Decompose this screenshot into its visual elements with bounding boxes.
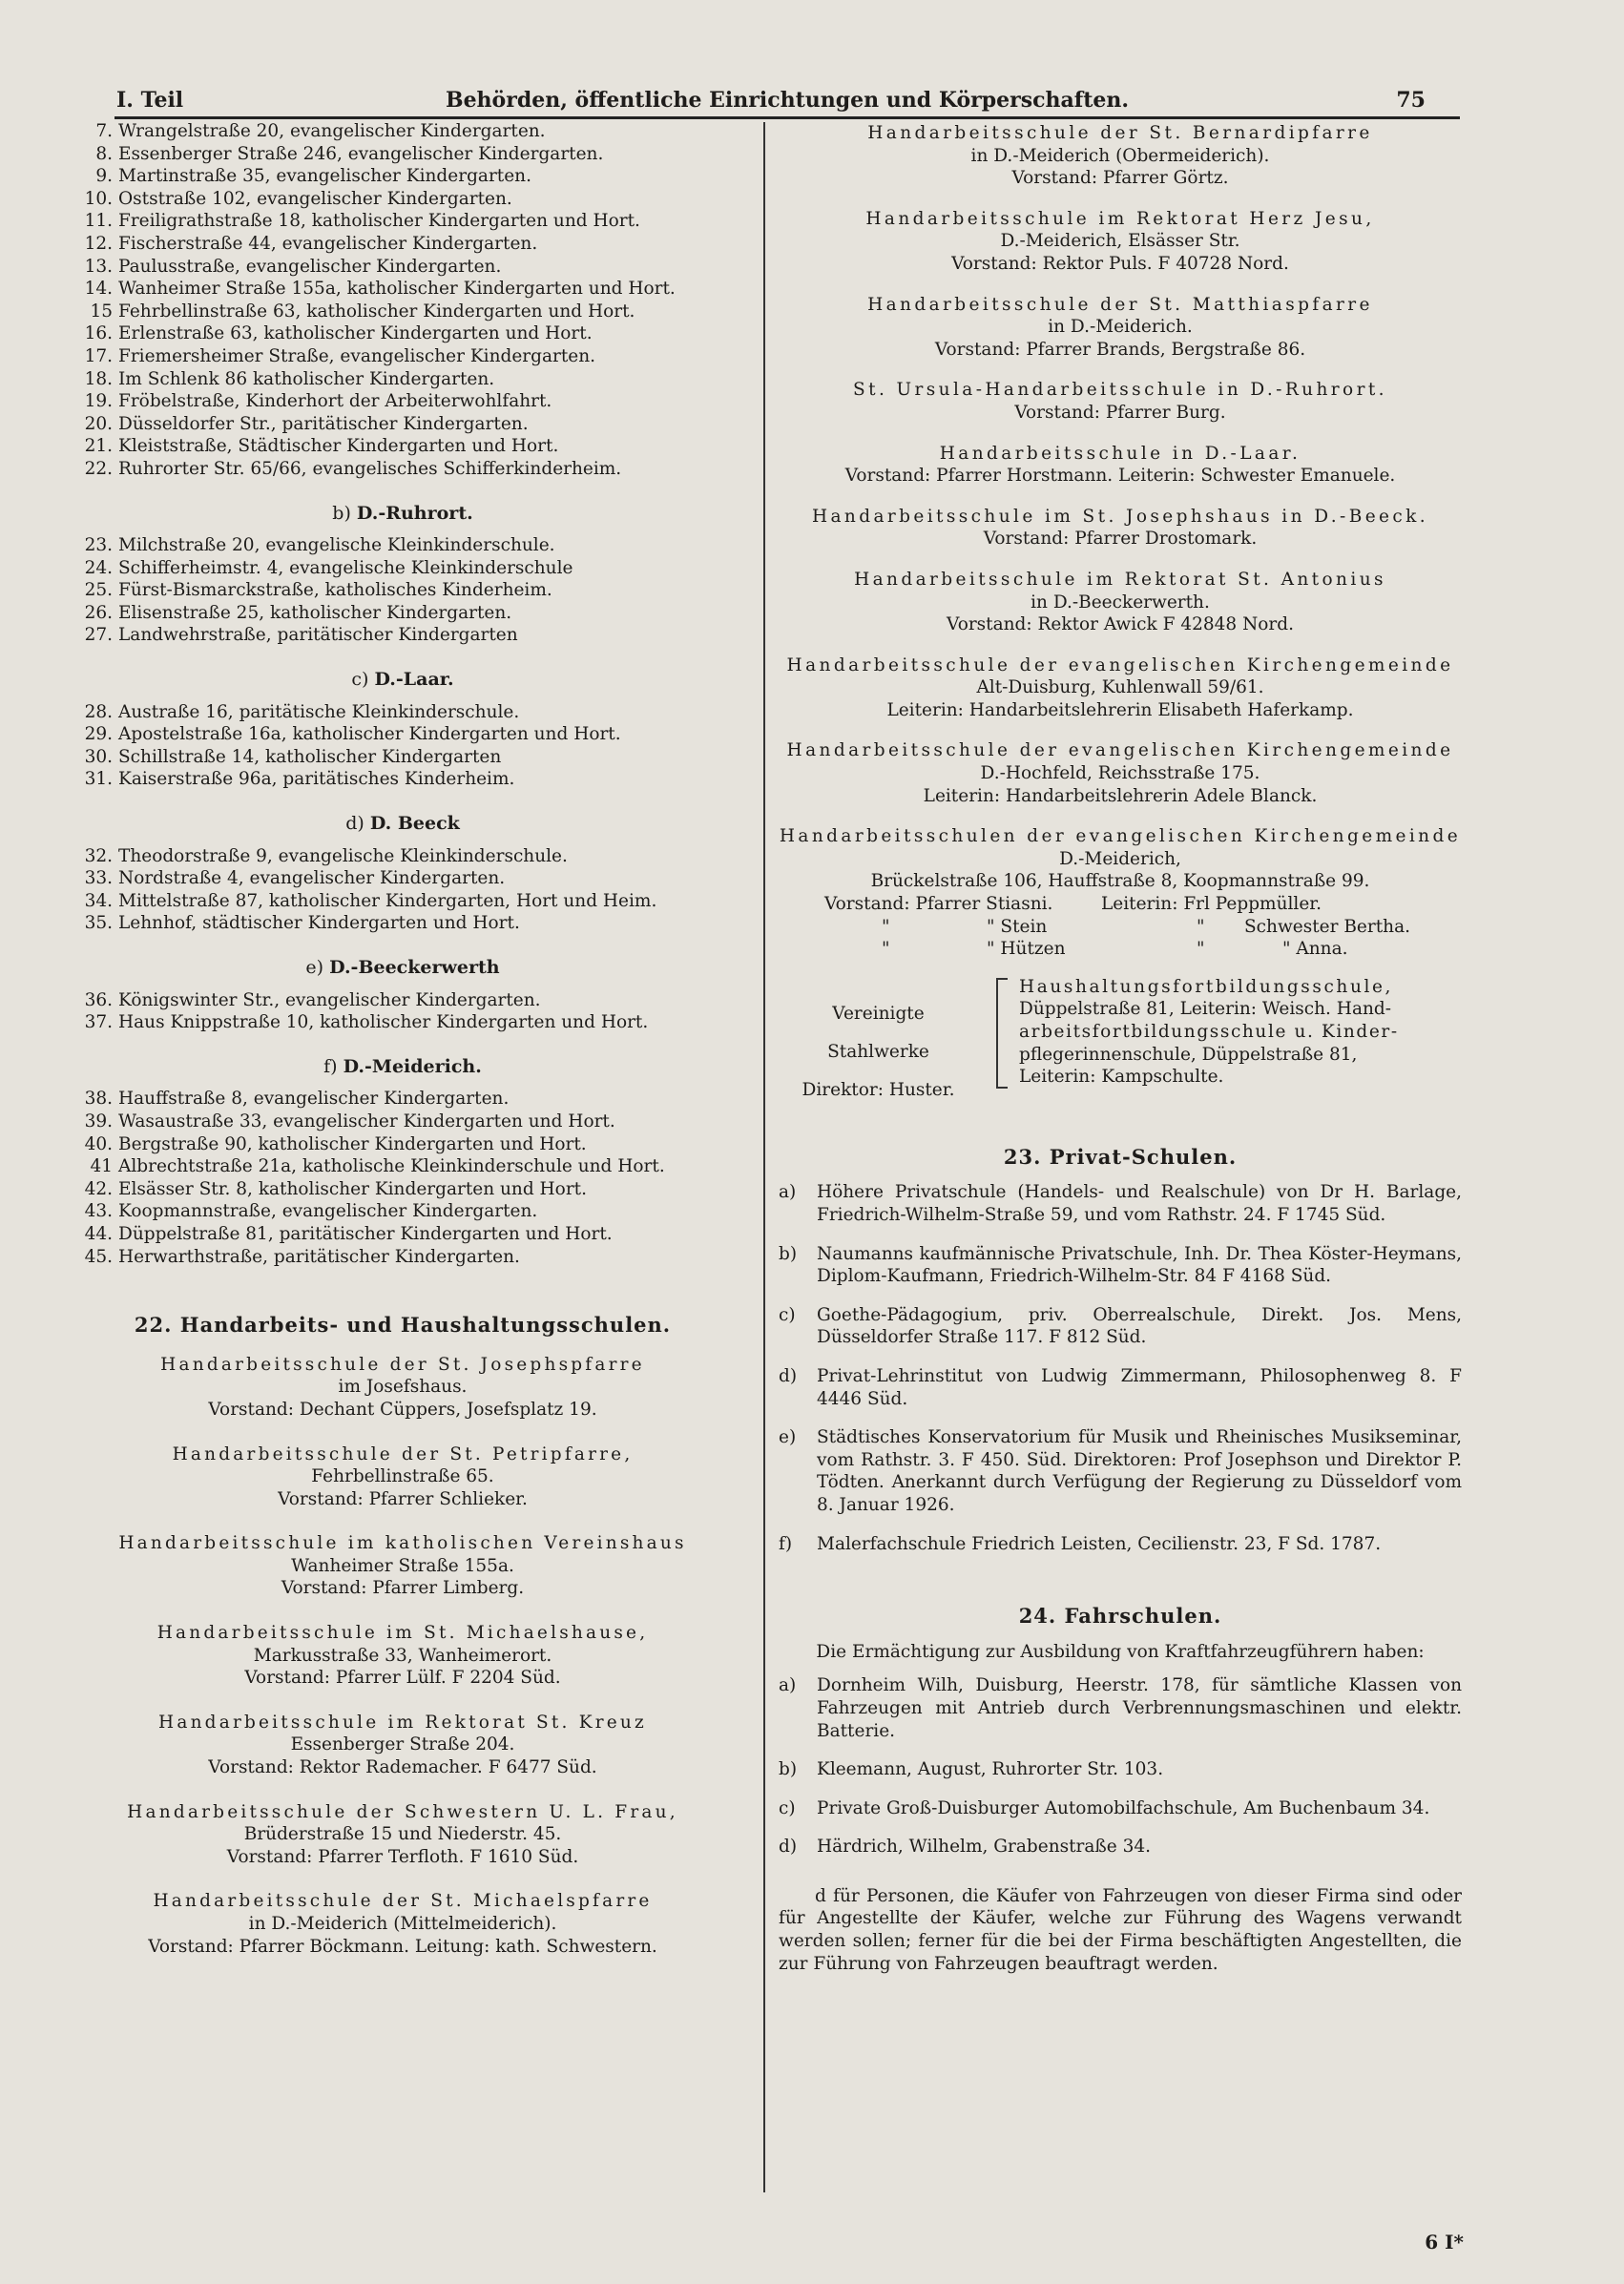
list-item: c) Goethe-Pädagogium, priv. Oberrealschule, Direkt. Jos. Mens, Düsseldorfer Straße 117. F 812 Süd. [779,1304,1462,1348]
list-item: 27. Landwehrstraße, paritätischer Kindergarten [84,625,518,646]
section-22-title: 22. Handarbeits- und Haushaltungsschulen. [134,1313,672,1338]
list-item: f) Malerfachschule Friedrich Leisten, Cecilienstr. 23, F Sd. 1787. [779,1533,1382,1554]
list-item: 21. Kleiststraße, Städtischer Kindergarten und Hort. [84,436,559,457]
list-item: 44. Düppelstraße 81, paritätischer Kindergarten und Hort. [84,1223,613,1244]
school-entry: Handarbeitsschule im Rektorat St. Antonius in D.-Beeckerwerth. Vorstand: Rektor Awick F 42848 Nord. [854,569,1386,635]
list-item: 45. Herwarthstraße, paritätischer Kindergarten. [84,1246,520,1267]
list-item: 23. Milchstraße 20, evangelische Kleinkinderschule. [84,535,555,556]
section-24-intro: Die Ermächtigung zur Ausbildung von Kraftfahrzeugführern haben: [816,1641,1425,1662]
school-entry: Handarbeitsschule im St. Josephshaus in D.-Beeck. Vorstand: Pfarrer Drostomark. [811,506,1429,550]
school-entry: Handarbeitsschule der St. Josephspfarre im Josefshaus. Vorstand: Dechant Cüppers, Josefsplatz 19. [160,1354,645,1420]
school-entry: Handarbeitsschule im katholischen Vereinshaus Wanheimer Straße 155a. Vorstand: Pfarrer Limberg. [118,1533,687,1599]
school-entry: Handarbeitsschule der evangelischen Kirchengemeinde Alt-Duisburg, Kuhlenwall 59/61. Leiterin: Handarbeitslehrerin Elisabeth Haferkamp. [786,654,1454,720]
list-item: 17. Friemersheimer Straße, evangelischer Kindergarten. [84,345,596,366]
section-24-title: 24. Fahrschulen. [1018,1604,1222,1629]
list-item: 39. Wasaustraße 33, evangelischer Kindergarten und Hort. [84,1111,615,1132]
list-item: 41 Albrechtstraße 21a, katholische Kleinkinderschule und Hort. [90,1156,665,1177]
list-item: 16. Erlenstraße 63, katholischer Kindergarten und Hort. [84,323,593,344]
list-item: 26. Elisenstraße 25, katholischer Kindergarten. [84,602,512,623]
list-item: 24. Schifferheimstr. 4, evangelische Kleinkinderschule [84,557,573,578]
subheading-meiderich: f) D.-Meiderich. [323,1055,482,1077]
signature-mark: 6 I* [1425,2231,1464,2253]
column-divider [763,122,765,2192]
staff-table: Vorstand: Pfarrer Stiasni. Leiterin: Frl Peppmüller. " " Stein " Schwester Bertha. " " Hützen " " Anna. [824,894,1410,960]
list-item: e) Städtisches Konservatorium für Musik und Rheinisches Musikseminar, vom Rathstr. 3. F 450. Süd. Direktoren: Prof Josephson und Direktor P. Tödten. Anerkannt durch Verfügung der Regierung zu Düsseldorf vom 8. Januar 1926. [779,1427,1462,1515]
list-item: b) Naumanns kaufmännische Privatschule, Inh. Dr. Thea Köster-Heymans, Diplom-Kaufmann, Friedrich-Wilhelm-Str. 84 F 4168 Süd. [779,1243,1462,1287]
list-item: 32. Theodorstraße 9, evangelische Kleinkinderschule. [84,845,568,866]
list-item: 13. Paulusstraße, evangelischer Kindergarten. [84,256,502,277]
page-number: 75 [1396,88,1426,113]
list-item: d) Härdrich, Wilhelm, Grabenstraße 34. [779,1837,1152,1858]
subheading-ruhrort: b) D.-Ruhrort. [332,502,473,524]
list-item: 14. Wanheimer Straße 155a, katholischer Kindergarten und Hort. [84,279,676,300]
page-header [115,88,1460,119]
list-item: 9. Martinstraße 35, evangelischer Kindergarten. [95,166,531,187]
list-item: c) Private Groß-Duisburger Automobilfachschule, Am Buchenbaum 34. [779,1797,1430,1818]
list-item: 38. Hauffstraße 8, evangelischer Kindergarten. [84,1089,510,1110]
subheading-laar: c) D.-Laar. [351,669,454,691]
part-label: I. Teil [116,88,184,113]
school-entry: Handarbeitsschule im Rektorat Herz Jesu, D.-Meiderich, Elsässer Str. Vorstand: Rektor Puls. F 40728 Nord. [865,208,1375,274]
list-item: 31. Kaiserstraße 96a, paritätisches Kinderheim. [84,769,515,790]
school-entry: Handarbeitsschule im Rektorat St. Kreuz Essenberger Straße 204. Vorstand: Rektor Rademacher. F 6477 Süd. [158,1712,647,1778]
closing-paragraph: d für Personen, die Käufer von Fahrzeugen von dieser Firma sind oder für Angestellte der Käufer, welche zur Führung des Wagens verwandt werden sollen; ferner für die bei der Firma beschäftigten Angestellten, die zur Führung von Fahrzeugen beauftragt werden. [779,1885,1462,1974]
school-entry: Handarbeitsschule im St. Michaelshause, Markusstraße 33, Wanheimerort. Vorstand: Pfarrer Lülf. F 2204 Süd. [156,1623,649,1689]
school-entry: Handarbeitsschule der St. Michaelspfarre in D.-Meiderich (Mittelmeiderich). Vorstand: Pfarrer Böckmann. Leitung: kath. Schwestern. [148,1891,657,1957]
list-item: 15 Fehrbellinstraße 63, katholischer Kindergarten und Hort. [90,301,635,322]
list-item: 25. Fürst-Bismarckstraße, katholisches Kinderheim. [84,580,552,601]
school-entry: Handarbeitsschule der Schwestern U. L. Frau, Brüderstraße 15 und Niederstr. 45. Vorstand: Pfarrer Terfloth. F 1610 Süd. [127,1801,678,1867]
school-entry: Handarbeitsschule der St. Bernardipfarre in D.-Meiderich (Obermeiderich). Vorstand: Pfarrer Görtz. [867,123,1373,189]
school-entry: Handarbeitsschule der St. Petripfarre, Fehrbellinstraße 65. Vorstand: Pfarrer Schlieker. [172,1443,634,1509]
list-item: 43. Koopmannstraße, evangelischer Kindergarten. [84,1201,538,1222]
header-title: Behörden, öffentliche Einrichtungen und Körperschaften. [445,88,1130,113]
list-item: 22. Ruhrorter Str. 65/66, evangelisches Schifferkinderheim. [84,458,622,479]
school-entry: Handarbeitsschule in D.-Laar. Vorstand: Pfarrer Horstmann. Leiterin: Schwester Emanuele. [844,443,1396,487]
list-item: 11. Freiligrathstraße 18, katholischer Kindergarten und Hort. [84,211,640,232]
list-item: 30. Schillstraße 14, katholischer Kindergarten [84,746,502,767]
list-item: 18. Im Schlenk 86 katholischer Kindergarten. [84,368,495,389]
kindergarten-list-top [69,120,737,481]
list-item: 8. Essenberger Straße 246, evangelischer Kindergarten. [95,143,604,164]
list-item: a) Höhere Privatschule (Handels- und Realschule) von Dr H. Barlage, Friedrich-Wilhelm-Straße 59, und vom Rathstr. 24. F 1745 Süd. [779,1182,1462,1225]
list-item: 37. Haus Knippstraße 10, katholischer Kindergarten und Hort. [84,1012,649,1033]
list-item: 19. Fröbelstraße, Kinderhort der Arbeiterwohlfahrt. [84,391,552,412]
list-item: 20. Düsseldorfer Str., paritätischer Kindergarten. [84,413,529,434]
list-item: 29. Apostelstraße 16a, katholischer Kindergarten und Hort. [84,724,621,745]
list-item: 7. Wrangelstraße 20, evangelischer Kindergarten. [95,121,546,141]
list-item: 42. Elsässer Str. 8, katholischer Kindergarten und Hort. [84,1178,587,1199]
school-entry: Handarbeitsschule der St. Matthiaspfarre in D.-Meiderich. Vorstand: Pfarrer Brands, Bergstraße 86. [867,294,1373,360]
list-item: 33. Nordstraße 4, evangelischer Kindergarten. [84,868,506,889]
list-item: a) Dornheim Wilh, Duisburg, Heerstr. 178, für sämtliche Klassen von Fahrzeugen mit Antrieb durch Verbrennungsmaschinen und elektr. Batterie. [779,1675,1462,1741]
school-entry: St. Ursula-Handarbeitsschule in D.-Ruhrort. Vorstand: Pfarrer Burg. [853,380,1387,423]
section-23-title: 23. Privat-Schulen. [1003,1144,1238,1169]
list-item: 28. Austraße 16, paritätische Kleinkinderschule. [84,701,520,722]
brace [996,978,1008,1089]
list-item: 34. Mittelstraße 87, katholischer Kindergarten, Hort und Heim. [84,890,657,911]
school-entry: Handarbeitsschule der evangelischen Kirchengemeinde D.-Hochfeld, Reichsstraße 175. Leiterin: Handarbeitslehrerin Adele Blanck. [786,740,1454,806]
left-column [69,120,737,1980]
subheading-beeckerwerth: e) D.-Beeckerwerth [305,957,500,978]
list-item: 10. Oststraße 102, evangelischer Kindergarten. [84,188,512,209]
meiderich-evangelical-block: Handarbeitsschulen der evangelischen Kirchengemeinde D.-Meiderich, Brückelstraße 106, Hauffstraße 8, Koopmannstraße 99. Vorstand: Pfarrer Stiasni. Leiterin: Frl Peppmüller. " " Stein " Schwester Bertha. " " Hützen " " Anna. [779,826,1462,960]
list-item: 35. Lehnhof, städtischer Kindergarten und Hort. [84,913,520,934]
list-item: 36. Königswinter Str., evangelischer Kindergarten. [84,989,541,1010]
list-item: 12. Fischerstraße 44, evangelischer Kindergarten. [84,233,538,254]
list-item: 40. Bergstraße 90, katholischer Kindergarten und Hort. [84,1133,587,1154]
subheading-beeck: d) D. Beeck [345,813,460,835]
list-item: d) Privat-Lehrinstitut von Ludwig Zimmermann, Philosophenweg 8. F 4446 Süd. [779,1365,1462,1409]
list-item: b) Kleemann, August, Ruhrorter Str. 103. [779,1759,1164,1780]
right-column [779,122,1462,1975]
stahlwerke-entry: Vereinigte Stahlwerke Direktor: Huster. Haushaltungsfortbildungsschule, Düppelstraße 81, Leiterin: Weisch. Hand- arbeitsfortbildungsschule u. Kinder- pflegerinnenschule, Düppelstraße 81, Leiterin: Kampschulte. [802,976,1399,1100]
